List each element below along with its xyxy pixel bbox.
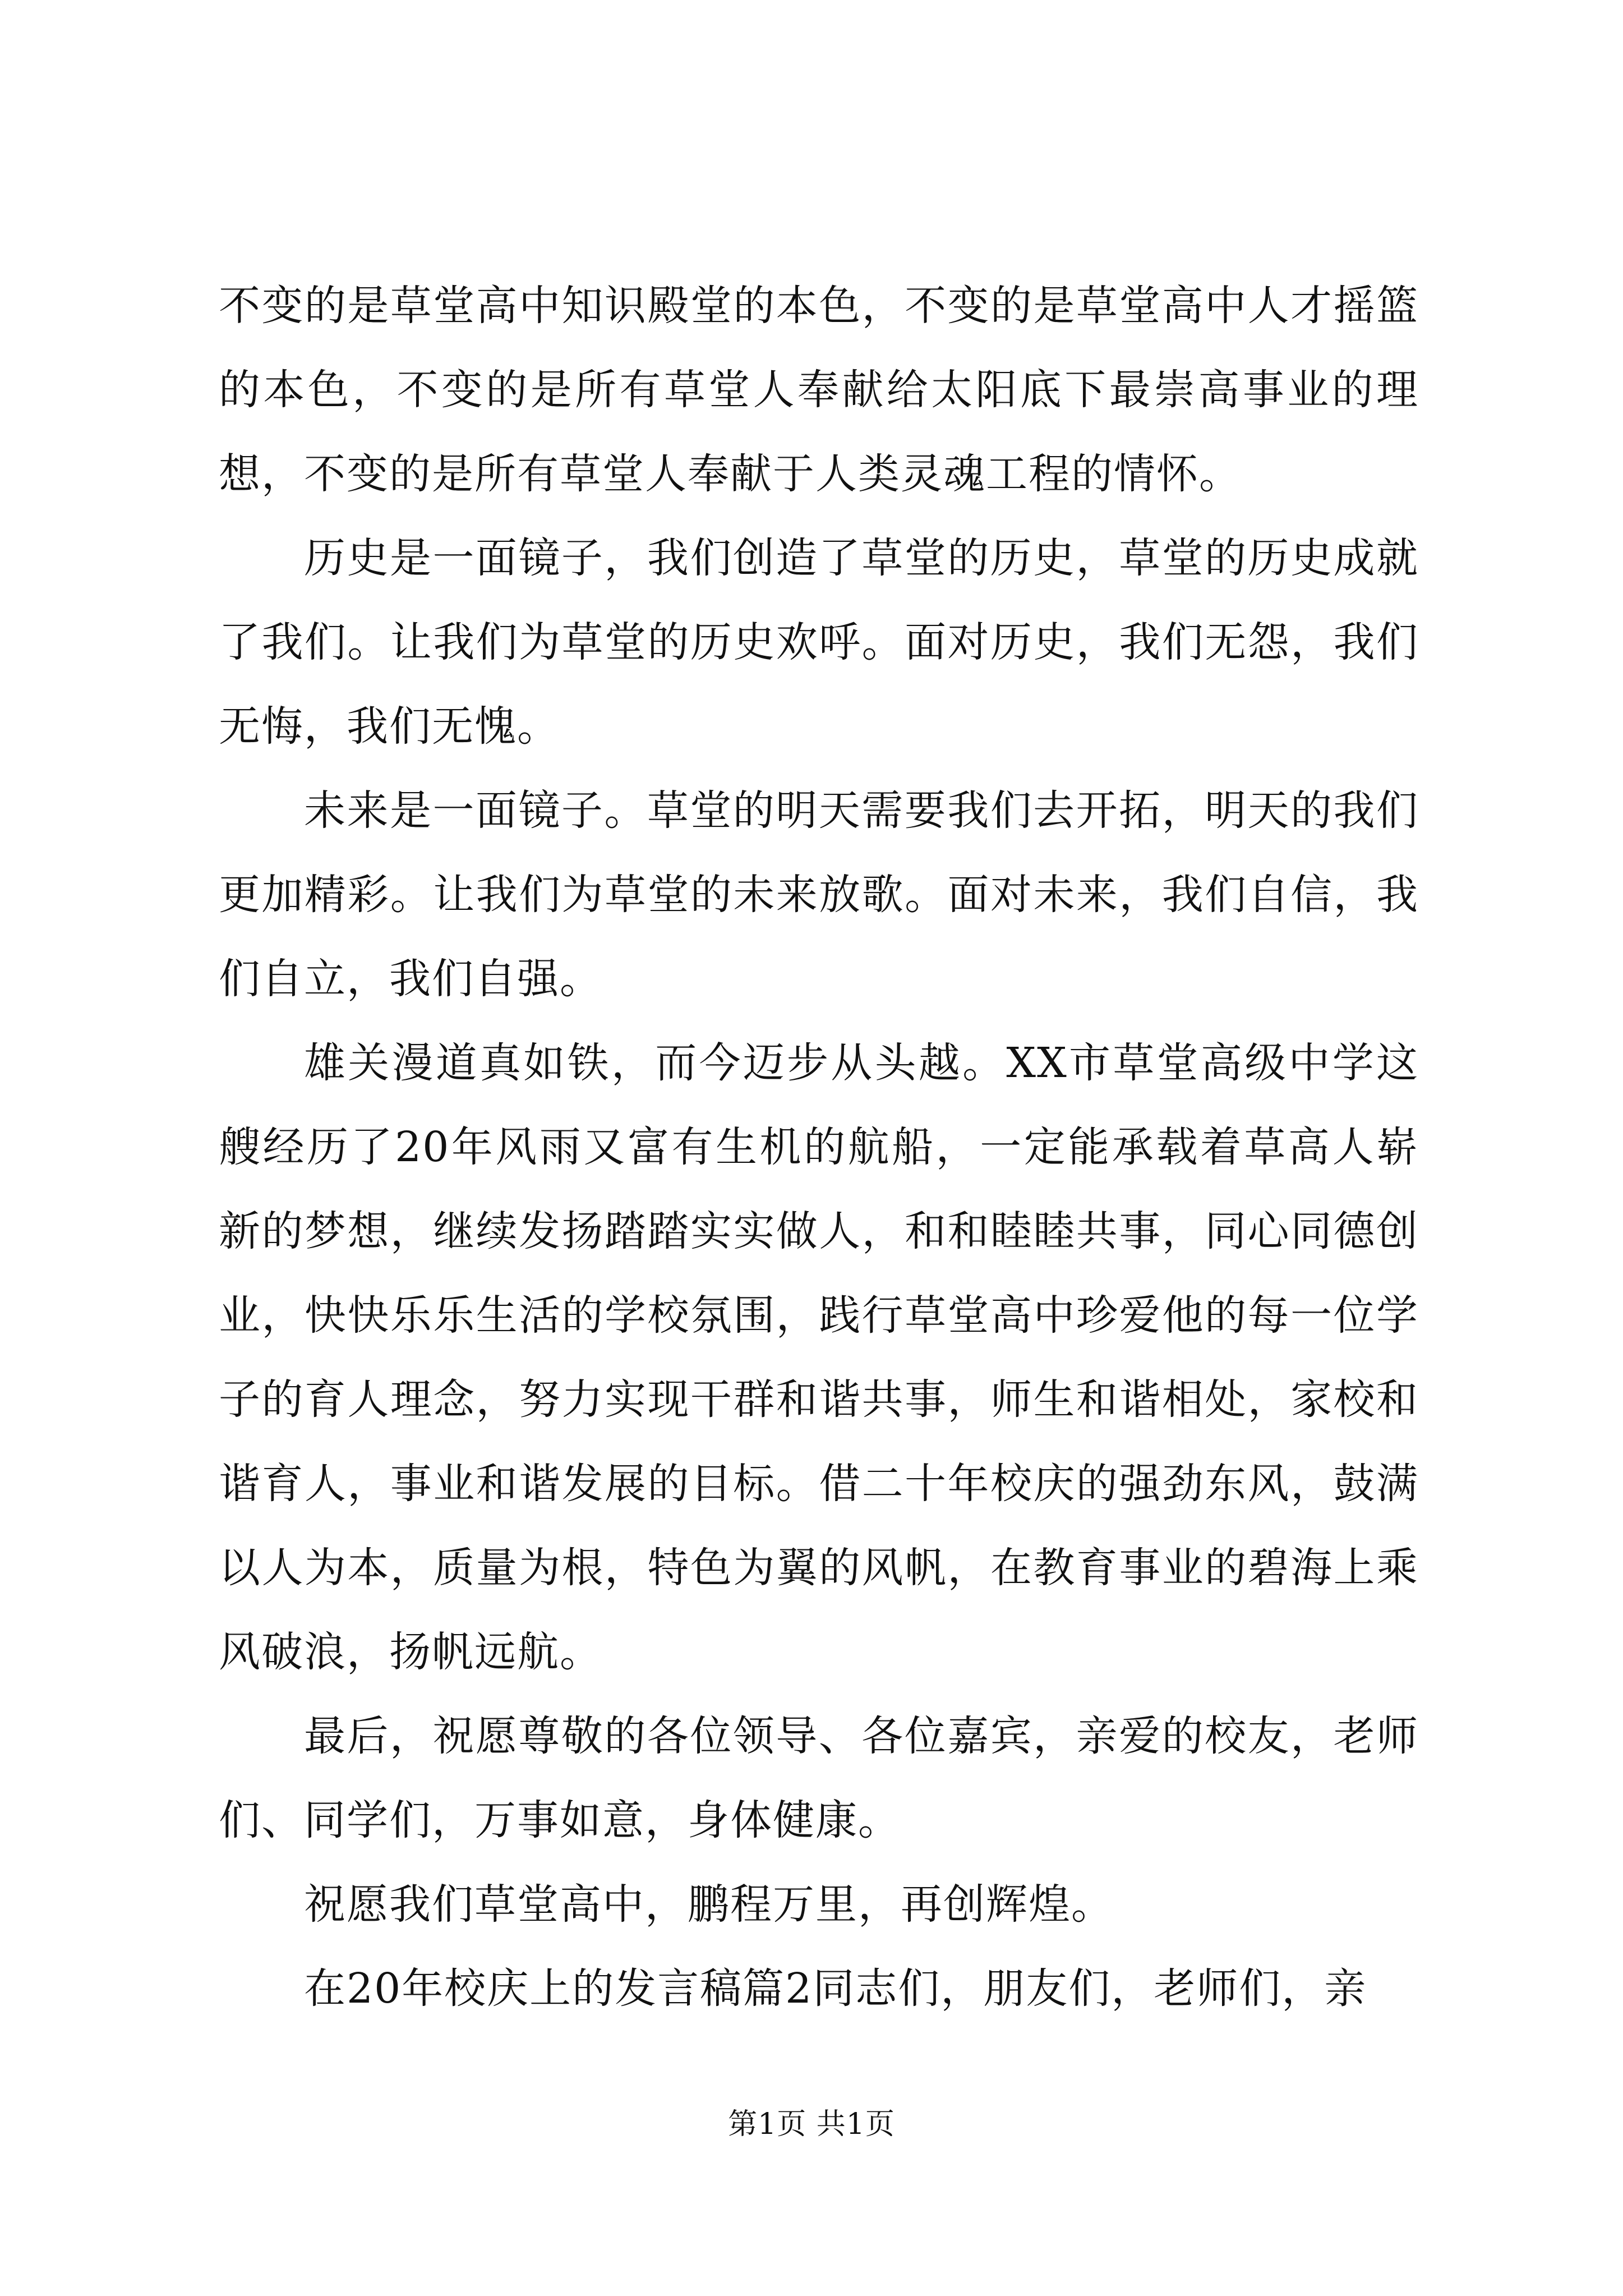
paragraph-7: 在20年校庆上的发言稿篇2同志们，朋友们，老师们，亲 [304, 1964, 1367, 2013]
page-footer [0, 2105, 1623, 2144]
paragraph-1: 不变的是草堂高中知识殿堂的本色，不变的是草堂高中人才摇篮的本色，不变的是所有草堂人奉献给太阳底下最崇高事业的理想，不变的是所有草堂人奉献于人类灵魂工程的情怀。 [219, 282, 1419, 498]
paragraph-5: 最后，祝愿尊敬的各位领导、各位嘉宾，亲爱的校友，老师们、同学们，万事如意，身体健康。 [219, 1712, 1419, 1844]
paragraph-6: 祝愿我们草堂高中，鹏程万里，再创辉煌。 [304, 1880, 1114, 1929]
paragraph-2: 历史是一面镜子，我们创造了草堂的历史，草堂的历史成就了我们。让我们为草堂的历史欢呼。面对历史，我们无怨，我们无悔，我们无愧。 [219, 534, 1419, 751]
document-body [219, 264, 1419, 2031]
paragraph-4: 雄关漫道真如铁，而今迈步从头越。XX市草堂高级中学这艘经历了20年风雨又富有生机的航船，一定能承载着草高人崭新的梦想，继续发扬踏踏实实做人，和和睦睦共事，同心同德创业，快快乐乐生活的学校氛围，践行草堂高中珍爱他的每一位学子的育人理念，努力实现干群和谐共事，师生和谐相处，家校和谐育人，事业和谐发展的目标。借二十年校庆的强劲东风，鼓满以人为本，质量为根，特色为翼的风帆，在教育事业的碧海上乘风破浪，扬帆远航。 [219, 1039, 1419, 1676]
paragraph-3: 未来是一面镜子。草堂的明天需要我们去开拓，明天的我们更加精彩。让我们为草堂的未来放歌。面对未来，我们自信，我们自立，我们自强。 [219, 786, 1419, 1003]
page-number-label: 第1页 共1页 [728, 2108, 895, 2141]
